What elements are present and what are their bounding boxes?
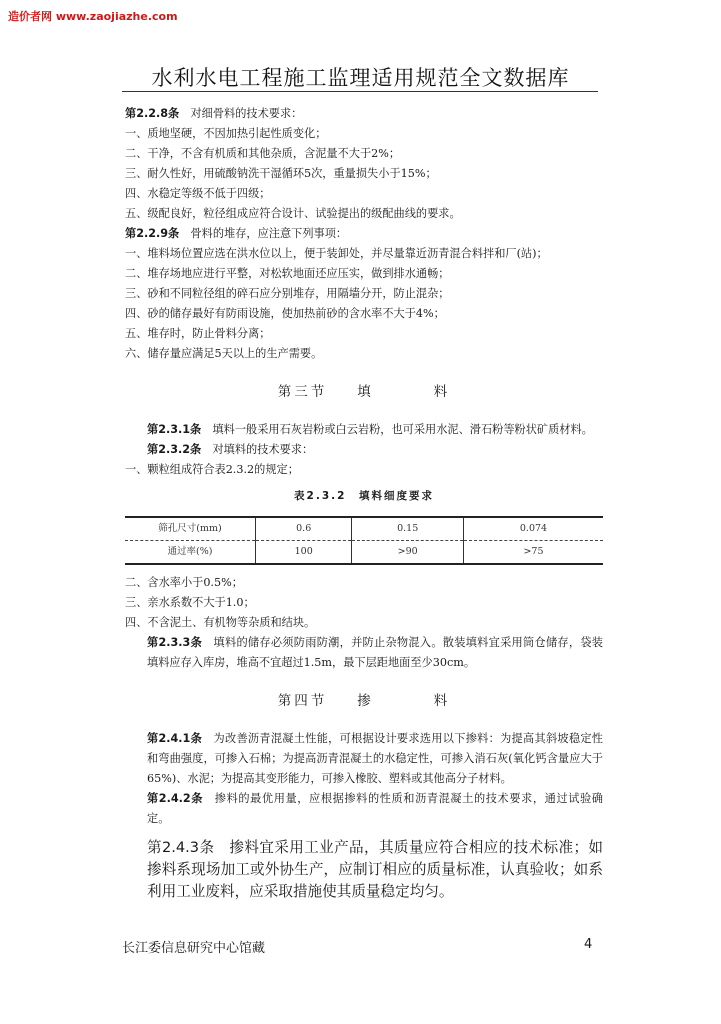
table-cell: >75 [463, 541, 603, 565]
list-item: 五、级配良好，粒径组成应符合设计、试验提出的级配曲线的要求。 [125, 207, 461, 220]
article-2-4-3: 第2.4.3条 掺料宜采用工业产品，其质量应符合相应的技术标准；如掺料系现场加工或外协生产，应制订相应的质量标准，认真验收；如系利用工业废料，应采取措施使其质量稳定均匀。 [147, 839, 603, 900]
article-label: 第2.2.9条 [125, 227, 180, 240]
article-2-3-1 [125, 420, 603, 440]
page-number: 4 [584, 937, 593, 952]
list-item: 四、不含泥土、有机物等杂质和结块。 [125, 616, 316, 629]
table-row [125, 541, 603, 565]
article-text: 掺料的最优用量，应根据掺料的性质和沥青混凝土的技术要求，通过试验确定。 [147, 792, 603, 825]
article-text: 对细骨料的技术要求： [190, 107, 303, 120]
article-text: 为改善沥青混凝土性能，可根据设计要求选用以下掺料：为提高其斜坡稳定性和弯曲强度，可掺入石棉；为提高沥青混凝土的水稳定性，可掺入消石灰(氧化钙含量应大于65%)、水泥；为提高其变形能力，可掺入橡胶、塑料或其他高分子材料。 [147, 732, 603, 785]
table-row-header: 筛孔尺寸(mm) [125, 517, 256, 541]
article-2-4-1 [125, 729, 603, 789]
table-cell: 100 [256, 541, 352, 565]
article-text: 填料一般采用石灰岩粉或白云岩粉，也可采用水泥、滑石粉等粉状矿质材料。 [212, 423, 593, 436]
section-title-4: 第四节 掺 料 [277, 693, 451, 709]
article-2-4-2 [125, 789, 603, 829]
table-cell: 0.6 [256, 517, 352, 541]
table-cell: 0.074 [463, 517, 603, 541]
article-2-2-9 [125, 224, 603, 244]
list-item: 二、含水率小于0.5%； [125, 576, 243, 589]
list-item: 三、亲水系数不大于1.0； [125, 596, 255, 609]
list-item: 四、砂的储存最好有防雨设施，使加热前砂的含水率不大于4%； [125, 307, 445, 320]
watermark: 造价者网 www.zaojiazhe.com [8, 10, 178, 23]
fineness-table [125, 516, 603, 565]
article-2-3-2 [125, 440, 603, 460]
list-item: 二、干净，不含有机质和其他杂质，含泥量不大于2%； [125, 147, 401, 160]
list-item: 三、砂和不同粒径组的碎石应分别堆存，用隔墙分开，防止混杂； [125, 287, 450, 300]
header-rule [122, 91, 598, 92]
article-label: 第2.3.3条 [147, 636, 203, 649]
article-text: 对填料的技术要求： [212, 443, 314, 456]
table-row-header: 通过率(%) [125, 541, 256, 565]
article-label: 第2.2.8条 [125, 107, 180, 120]
table-cell: 0.15 [352, 517, 464, 541]
list-item: 三、耐久性好，用硫酸钠洗干湿循环5次，重量损失小于15%； [125, 167, 437, 180]
article-label: 第2.4.1条 [147, 732, 203, 745]
list-item: 一、颗粒组成符合表2.3.2的规定； [125, 463, 299, 476]
section-title-3: 第三节 填 料 [277, 384, 451, 400]
article-2-3-3 [125, 633, 603, 673]
table-cell: >90 [352, 541, 464, 565]
list-item: 四、水稳定等级不低于四级； [125, 187, 271, 200]
article-2-2-8 [125, 104, 603, 124]
page-header-title: 水利水电工程施工监理适用规范全文数据库 [151, 66, 570, 90]
article-text: 骨料的堆存，应注意下列事项： [190, 227, 348, 240]
page-body [125, 104, 603, 903]
list-item: 一、质地坚硬，不因加热引起性质变化； [125, 127, 327, 140]
article-label: 第2.3.1条 [147, 423, 202, 436]
footer-archive-note: 长江委信息研究中心馆藏 [122, 941, 266, 956]
article-label: 第2.3.2条 [147, 443, 202, 456]
article-text: 填料的储存必须防雨防潮，并防止杂物混入。散装填料宜采用筒仓储存，袋装填料应存入库房，堆高不宜超过1.5m，最下层距地面至少30cm。 [147, 636, 603, 669]
table-row [125, 517, 603, 541]
list-item: 二、堆存场地应进行平整，对松软地面还应压实，做到排水通畅； [125, 267, 450, 280]
list-item: 五、堆存时，防止骨料分离； [125, 327, 271, 340]
list-item: 一、堆料场位置应选在洪水位以上，便于装卸处，并尽量靠近沥青混合料拌和厂(站)； [125, 247, 548, 260]
list-item: 六、储存量应满足5天以上的生产需要。 [125, 347, 323, 360]
article-label: 第2.4.2条 [147, 792, 204, 805]
table-caption: 表2.3.2 填料细度要求 [294, 490, 434, 502]
